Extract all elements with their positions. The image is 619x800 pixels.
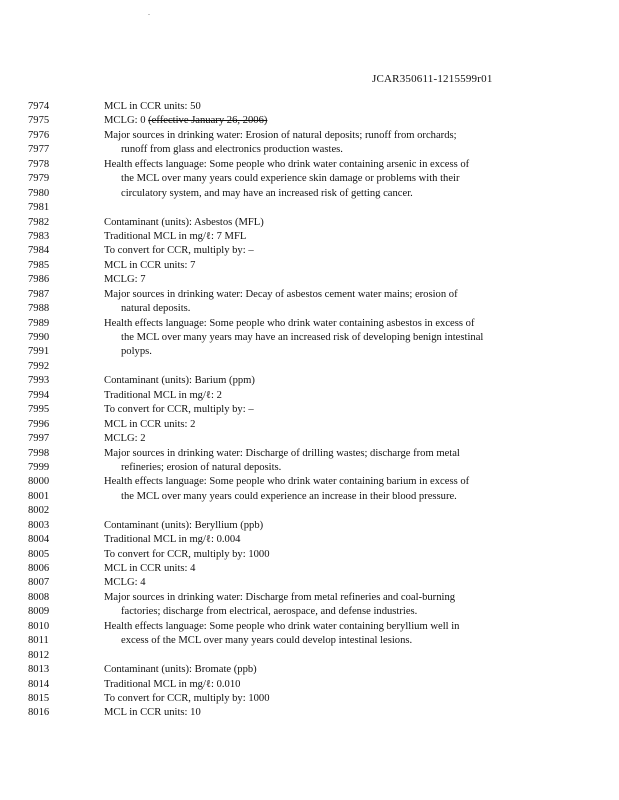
line-content: To convert for CCR, multiply by: 1000 [104, 692, 270, 704]
line-number: 8010 [28, 620, 50, 632]
line-text [104, 230, 246, 244]
document-line [0, 634, 619, 648]
line-content: Traditional MCL in mg/ℓ: 2 [104, 389, 222, 401]
line-number: 8005 [28, 548, 50, 560]
line-content: MCLG: 2 [104, 433, 146, 445]
line-content: circulatory system, and may have an increased risk of getting cancer. [121, 187, 413, 199]
document-line [0, 461, 619, 475]
line-content: Traditional MCL in mg/ℓ: 0.004 [104, 534, 241, 546]
document-line [0, 345, 619, 359]
line-text [121, 302, 190, 316]
document-line [0, 187, 619, 201]
line-number: 8012 [28, 649, 50, 661]
document-line [0, 605, 619, 619]
document-line [0, 519, 619, 533]
document-line [0, 317, 619, 331]
line-number: 7987 [28, 288, 50, 300]
document-line [0, 663, 619, 677]
line-text [104, 244, 254, 258]
line-number: 7989 [28, 317, 50, 329]
line-number: 7993 [28, 375, 50, 387]
line-content: Contaminant (units): Barium (ppm) [104, 375, 255, 387]
line-number: 8009 [28, 606, 50, 618]
line-content: MCLG: 7 [104, 274, 146, 286]
document-line [0, 447, 619, 461]
line-content: Contaminant (units): Bromate (ppb) [104, 664, 257, 676]
line-number: 7991 [28, 346, 50, 358]
line-number: 7986 [28, 274, 50, 286]
line-text [121, 187, 413, 201]
line-content: the MCL over many years could experience an increase in their blood pressure. [121, 490, 457, 502]
line-content: To convert for CCR, multiply by: 1000 [104, 548, 270, 560]
line-number: 8003 [28, 519, 50, 531]
line-number: 8002 [28, 505, 50, 517]
document-line [0, 706, 619, 720]
document-line [0, 591, 619, 605]
line-content: Health effects language: Some people who drink water containing beryllium well in [104, 620, 460, 632]
line-number: 7988 [28, 303, 50, 315]
document-id: JCAR350611-1215599r01 [372, 73, 493, 85]
line-text [121, 605, 417, 619]
line-text [104, 374, 255, 388]
document-line [0, 490, 619, 504]
line-number: 8006 [28, 563, 50, 574]
document-line [0, 562, 619, 576]
line-text [104, 591, 455, 605]
line-content: the MCL over many years could experience skin damage or problems with their [121, 173, 460, 185]
line-number: 7975 [28, 115, 50, 127]
line-content: natural deposits. [121, 303, 191, 315]
line-text [104, 519, 263, 533]
line-content: excess of the MCL over many years could develop intestinal lesions. [121, 635, 413, 647]
line-text [104, 100, 201, 114]
line-number: 8014 [28, 678, 50, 690]
line-text [104, 114, 267, 128]
line-text [104, 418, 195, 432]
line-content: MCLG: 0 [104, 115, 149, 127]
line-content: Contaminant (units): Beryllium (ppb) [104, 519, 264, 531]
document-line [0, 288, 619, 302]
line-number: 7983 [28, 230, 50, 242]
document-line [0, 432, 619, 446]
document-line [0, 418, 619, 432]
line-content: MCL in CCR units: 2 [104, 418, 196, 430]
document-line [0, 548, 619, 562]
line-content: MCL in CCR units: 50 [104, 101, 201, 112]
document-line [0, 230, 619, 244]
document-line [0, 389, 619, 403]
document-line [0, 244, 619, 258]
document-line [0, 302, 619, 316]
line-number: 7992 [28, 360, 50, 372]
line-number: 7994 [28, 389, 50, 401]
line-text [104, 706, 201, 720]
line-content: Major sources in drinking water: Discharge from metal refineries and coal-burning [104, 591, 456, 603]
line-content: MCL in CCR units: 7 [104, 259, 196, 271]
document-line [0, 158, 619, 172]
line-content: MCL in CCR units: 4 [104, 563, 196, 574]
document-line [0, 216, 619, 230]
line-text [104, 447, 460, 461]
line-text [104, 663, 257, 677]
document-line [0, 360, 619, 374]
document-line [0, 403, 619, 417]
line-number: 8016 [28, 707, 50, 719]
document-line [0, 504, 619, 518]
document-line [0, 475, 619, 489]
line-number: 7990 [28, 332, 50, 343]
document-line [0, 678, 619, 692]
line-text [104, 576, 146, 590]
line-content: MCL in CCR units: 10 [104, 707, 201, 719]
line-number: 7997 [28, 433, 50, 445]
document-line [0, 114, 619, 128]
struck-text: (effective January 26, 2006) [148, 115, 268, 127]
line-text [104, 562, 195, 576]
line-number: 8004 [28, 534, 50, 546]
document-line [0, 692, 619, 706]
line-text [121, 634, 412, 648]
document-line [0, 273, 619, 287]
line-number: 7995 [28, 404, 50, 416]
line-number: 7974 [28, 101, 50, 112]
document-line [0, 259, 619, 273]
line-text [121, 172, 460, 186]
document-line [0, 129, 619, 143]
line-content: To convert for CCR, multiply by: – [104, 404, 254, 416]
document-line [0, 620, 619, 634]
line-number: 7978 [28, 158, 50, 170]
line-content: Health effects language: Some people who drink water containing asbestos in excess of [104, 317, 475, 329]
line-number: 7977 [28, 144, 50, 156]
line-content: runoff from glass and electronics production wastes. [121, 144, 343, 156]
document-line [0, 143, 619, 157]
line-number: 7985 [28, 259, 50, 271]
line-content: Major sources in drinking water: Decay of asbestos cement water mains; erosion of [104, 288, 458, 300]
document-line [0, 331, 619, 345]
line-text [104, 620, 459, 634]
line-text [121, 461, 281, 475]
line-text [104, 259, 195, 273]
document-line [0, 649, 619, 663]
line-content: Health effects language: Some people who drink water containing barium in excess of [104, 476, 470, 488]
line-text [121, 490, 457, 504]
line-content: Health effects language: Some people who drink water containing arsenic in excess of [104, 158, 470, 170]
line-number: 8013 [28, 664, 50, 676]
document-line [0, 374, 619, 388]
line-text [104, 158, 469, 172]
line-text [104, 129, 457, 143]
line-number: 8001 [28, 490, 50, 502]
line-text [104, 475, 469, 489]
line-number: 8000 [28, 476, 50, 488]
line-content: Traditional MCL in mg/ℓ: 7 MFL [104, 230, 247, 242]
document-body [0, 100, 619, 721]
line-number: 7982 [28, 216, 50, 228]
line-content: MCLG: 4 [104, 577, 146, 589]
line-text [121, 143, 343, 157]
line-number: 7976 [28, 129, 50, 141]
line-number: 7979 [28, 173, 50, 185]
document-line [0, 576, 619, 590]
line-text [104, 548, 270, 562]
line-number: 8008 [28, 591, 50, 603]
line-text [104, 432, 146, 446]
line-text [104, 678, 240, 692]
line-content: the MCL over many years may have an increased risk of developing benign intestinal [121, 332, 484, 343]
line-text [104, 389, 222, 403]
line-content: refineries; erosion of natural deposits. [121, 461, 282, 473]
document-line [0, 172, 619, 186]
line-content: factories; discharge from electrical, aerospace, and defense industries. [121, 606, 418, 618]
line-text [104, 273, 146, 287]
line-text [121, 345, 152, 359]
line-number: 8015 [28, 692, 50, 704]
line-text [121, 331, 483, 345]
line-content: To convert for CCR, multiply by: – [104, 245, 254, 257]
line-content: Traditional MCL in mg/ℓ: 0.010 [104, 678, 241, 690]
line-content: Contaminant (units): Asbestos (MFL) [104, 216, 264, 228]
line-number: 7998 [28, 447, 50, 459]
line-number: 8007 [28, 577, 50, 589]
document-line [0, 201, 619, 215]
line-number: 7984 [28, 245, 50, 257]
line-content: Major sources in drinking water: Discharge of drilling wastes; discharge from metal [104, 447, 460, 459]
line-text [104, 317, 474, 331]
line-text [104, 403, 254, 417]
document-line [0, 533, 619, 547]
line-number: 7980 [28, 187, 50, 199]
line-number: 7996 [28, 418, 50, 430]
line-number: 8011 [28, 635, 49, 647]
line-content: polyps. [121, 346, 152, 358]
line-text [104, 692, 270, 706]
document-line [0, 100, 619, 114]
line-number: 7999 [28, 461, 50, 473]
line-text [104, 216, 264, 230]
line-number: 7981 [28, 202, 50, 214]
line-text [104, 288, 458, 302]
stray-mark: . [148, 8, 150, 17]
line-content: Major sources in drinking water: Erosion of natural deposits; runoff from orchards; [104, 129, 457, 141]
line-text [104, 533, 240, 547]
